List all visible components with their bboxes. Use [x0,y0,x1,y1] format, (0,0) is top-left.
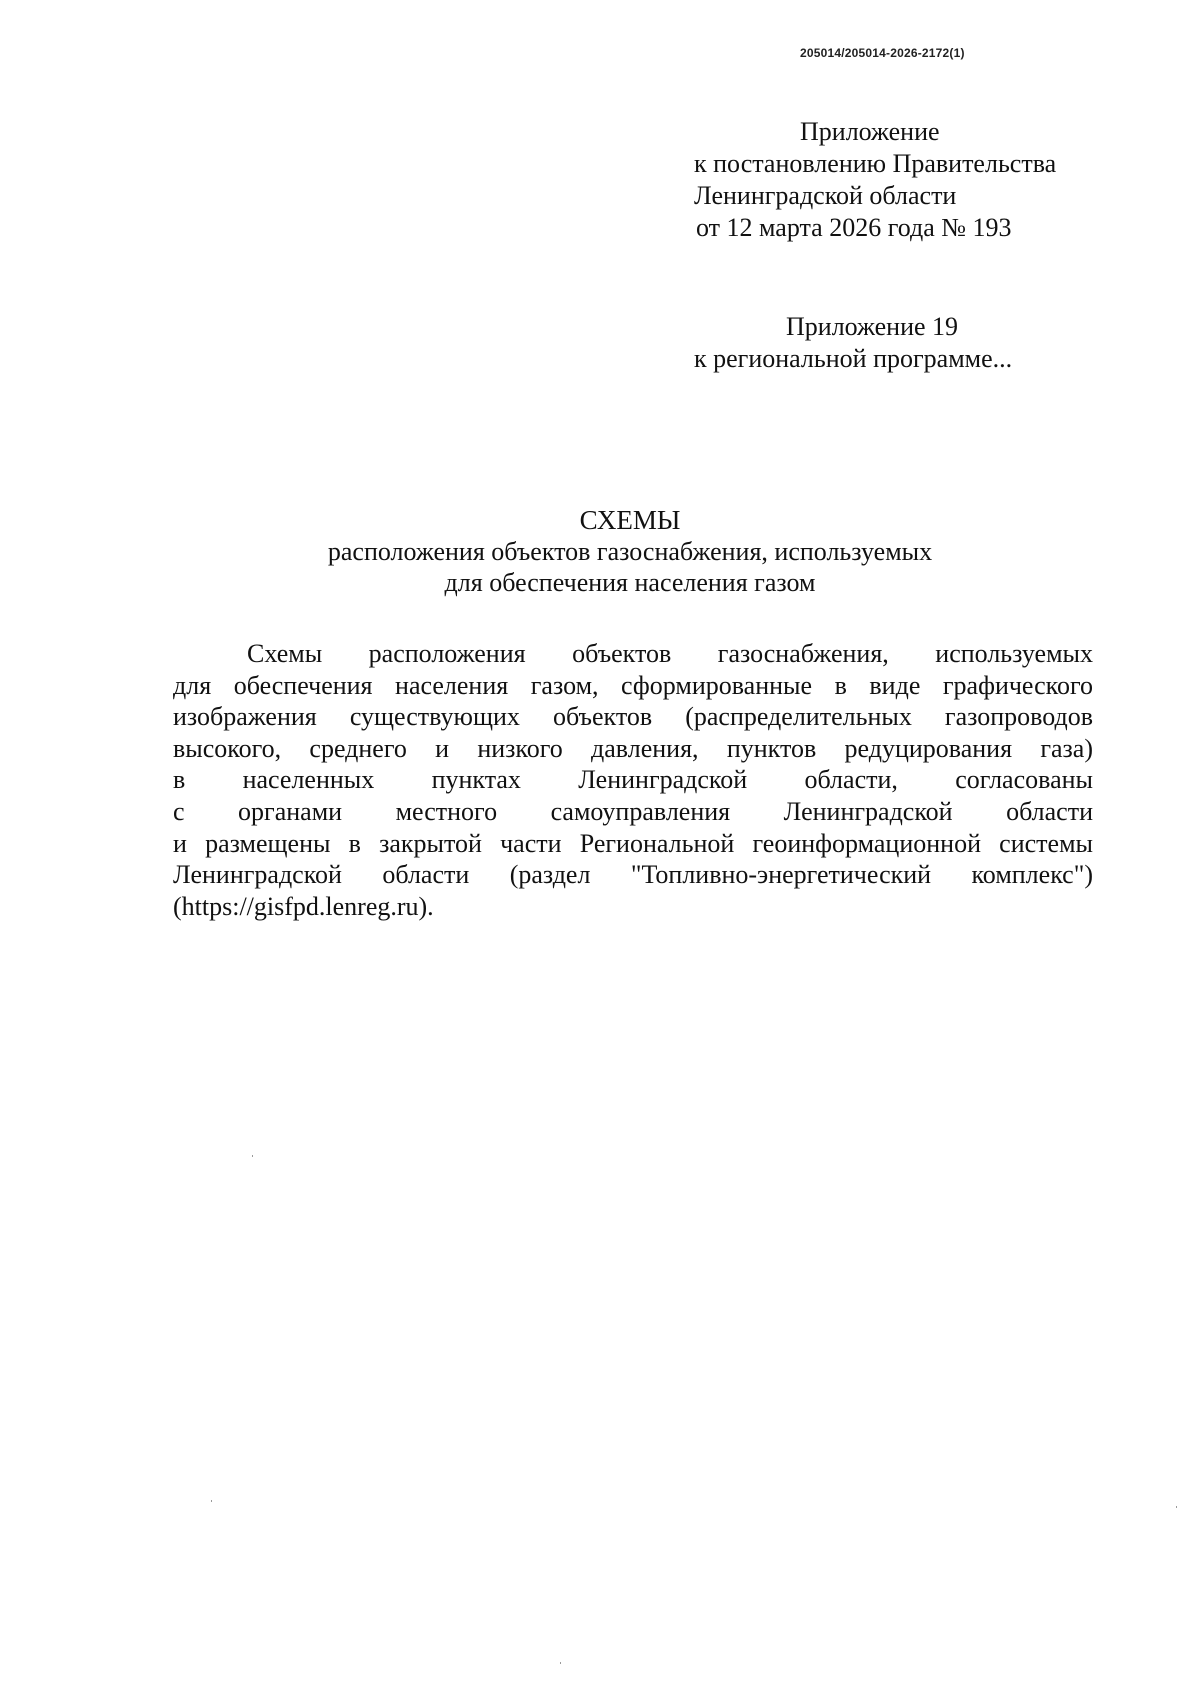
body-line: для обеспечения населения газом, сформированные в виде графического [173,670,1093,700]
appendix-header [694,116,1056,244]
scan-speck [252,1155,253,1157]
body-line: Схемы расположения объектов газоснабжения, используемых [247,639,1093,668]
title-subtitle-line-2: для обеспечения населения газом [444,568,816,597]
appendix-date-number: от 12 марта 2026 года № 193 [696,213,1012,242]
appendix-label: Приложение [800,117,940,146]
appendix-region-line: Ленинградской области [694,181,957,210]
document-title [170,505,1090,598]
appendix-19-label: Приложение 19 [786,312,959,341]
body-line: в населенных пунктах Ленинградской области, согласованы [173,765,1093,795]
title-main: СХЕМЫ [579,505,681,535]
appendix-resolution-line: к постановлению Правительства [694,149,1057,178]
title-subtitle-line-1: расположения объектов газоснабжения, используемых [327,537,933,566]
body-line: Ленинградской области (раздел "Топливно-энергетический комплекс") [173,860,1093,890]
scan-speck [211,1500,212,1502]
body-line: высокого, среднего и низкого давления, пунктов редуцирования газа) [173,733,1093,763]
body-line: и размещены в закрытой части Региональной геоинформационной системы [173,828,1093,858]
appendix-19-program-line: к региональной программе... [694,344,1013,373]
document-id: 205014/205014-2026-2172(1) [800,46,965,60]
body-line: изображения существующих объектов (распределительных газопроводов [173,702,1093,732]
body-line: с органами местного самоуправления Ленинградской области [173,796,1093,826]
scan-speck [560,1662,561,1664]
body-line: (https://gisfpd.lenreg.ru). [173,891,434,921]
body-paragraph [173,638,1093,922]
appendix-19-header [694,311,1012,375]
scan-speck [1176,1506,1177,1508]
